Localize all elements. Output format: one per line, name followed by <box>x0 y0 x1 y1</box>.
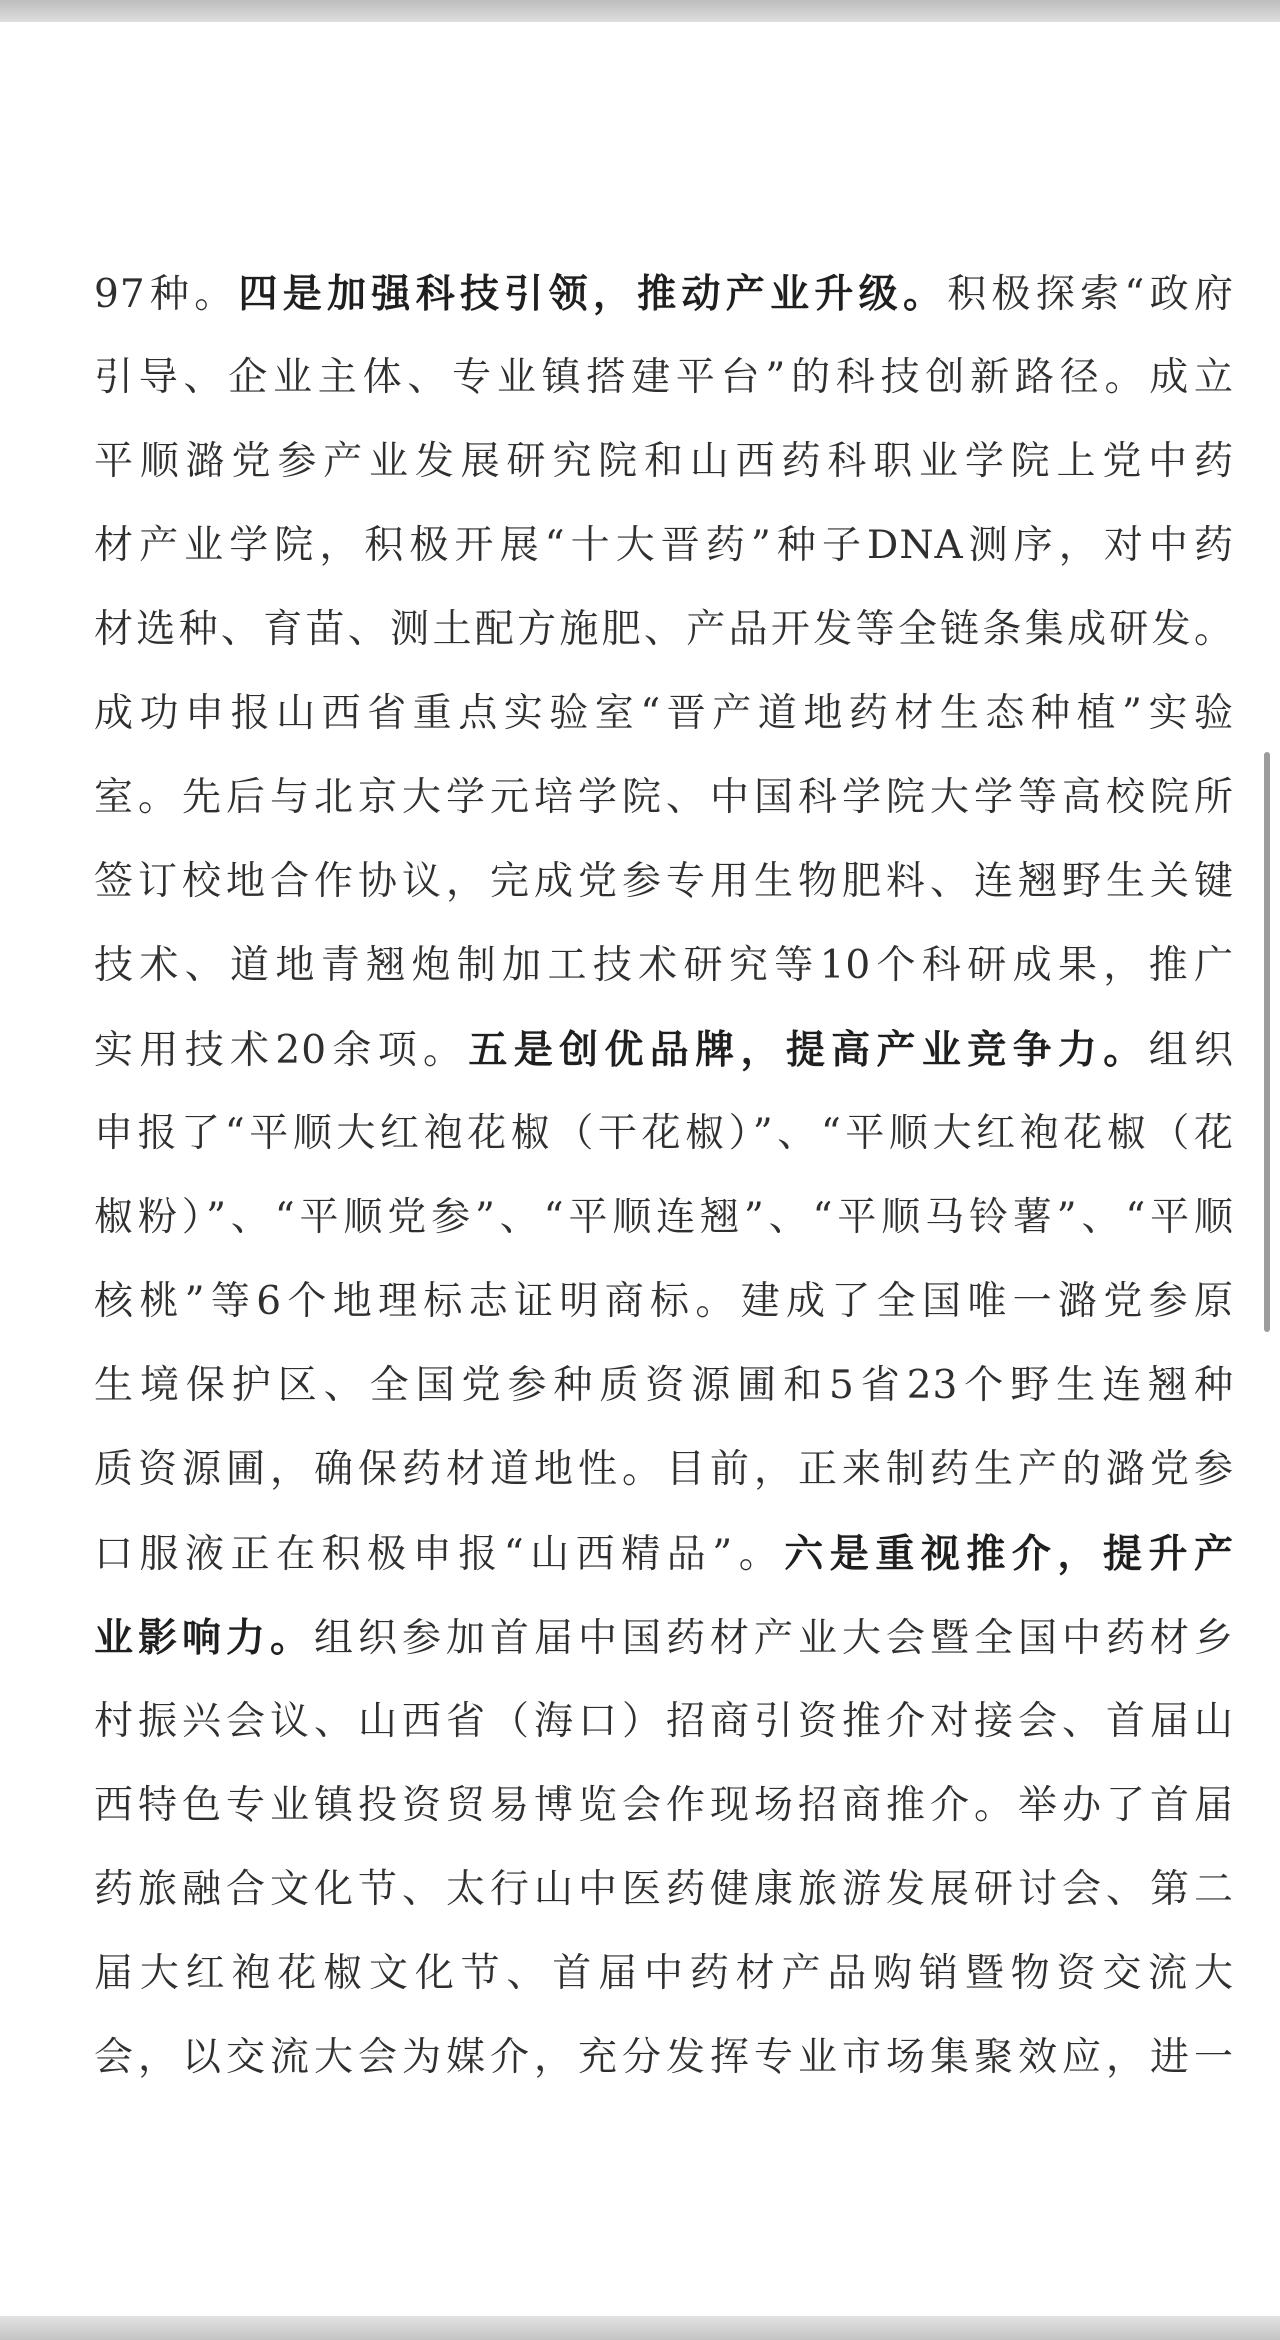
bold-heading-segment: 业影响力。 <box>94 1615 314 1661</box>
text-line <box>94 336 1234 420</box>
bold-heading-segment: 六是重视推介，提升产 <box>784 1531 1234 1577</box>
text-segment: 97种。 <box>94 272 239 317</box>
text-segment: 会，以交流大会为媒介，充分发挥专业市场集聚效应，进一 <box>94 2035 1234 2080</box>
text-line <box>94 2016 1234 2100</box>
text-segment: 核桃”等6个地理标志证明商标。建成了全国唯一潞党参原 <box>94 1279 1234 1324</box>
text-line <box>94 252 1234 336</box>
text-segment: 椒粉）”、“平顺党参”、“平顺连翘”、“平顺马铃薯”、“平顺 <box>94 1195 1234 1240</box>
text-segment: 成功申报山西省重点实验室“晋产道地药材生态种植”实验 <box>94 691 1234 736</box>
text-line <box>94 1596 1234 1680</box>
text-line <box>94 1092 1234 1176</box>
text-line <box>94 1008 1234 1092</box>
text-segment: 药旅融合文化节、太行山中医药健康旅游发展研讨会、第二 <box>94 1867 1234 1912</box>
text-segment: 实用技术20余项。 <box>94 1028 469 1073</box>
text-segment: 积极探索“政府 <box>947 272 1234 317</box>
text-segment: 平顺潞党参产业发展研究院和山西药科职业学院上党中药 <box>94 439 1234 484</box>
text-segment: 届大红袍花椒文化节、首届中药材产品购销暨物资交流大 <box>94 1951 1234 1996</box>
text-line <box>94 1176 1234 1260</box>
text-line <box>94 504 1234 588</box>
text-line <box>94 420 1234 504</box>
text-segment: 组织 <box>1148 1028 1234 1073</box>
text-segment: 质资源圃，确保药材道地性。目前，正来制药生产的潞党参 <box>94 1447 1234 1492</box>
text-segment: 组织参加首届中国药材产业大会暨全国中药材乡 <box>314 1616 1234 1661</box>
bold-heading-segment: 四是加强科技引领，推动产业升级。 <box>238 271 948 317</box>
text-line <box>94 588 1234 672</box>
text-line <box>94 1932 1234 2016</box>
text-line <box>94 672 1234 756</box>
text-line <box>94 1428 1234 1512</box>
text-segment: 技术、道地青翘炮制加工技术研究等10个科研成果，推广 <box>94 943 1234 988</box>
text-segment: 西特色专业镇投资贸易博览会作现场招商推介。举办了首届 <box>94 1783 1234 1828</box>
text-line <box>94 756 1234 840</box>
text-line <box>94 1848 1234 1932</box>
text-line <box>94 1680 1234 1764</box>
text-segment: 室。先后与北京大学元培学院、中国科学院大学等高校院所 <box>94 775 1234 820</box>
text-line <box>94 1512 1234 1596</box>
bold-heading-segment: 五是创优品牌，提高产业竞争力。 <box>468 1027 1149 1073</box>
scrollbar-thumb[interactable] <box>1264 752 1270 1332</box>
text-line <box>94 1764 1234 1848</box>
text-segment: 材产业学院，积极开展“十大晋药”种子DNA测序，对中药 <box>94 523 1234 568</box>
text-segment: 村振兴会议、山西省（海口）招商引资推介对接会、首届山 <box>94 1699 1234 1744</box>
text-line <box>94 1260 1234 1344</box>
bottom-edge-bar <box>0 2316 1280 2340</box>
text-segment: 签订校地合作协议，完成党参专用生物肥料、连翘野生关键 <box>94 859 1234 904</box>
text-line <box>94 1344 1234 1428</box>
text-segment: 材选种、育苗、测土配方施肥、产品开发等全链条集成研发。 <box>94 607 1234 652</box>
text-segment: 口服液正在积极申报“山西精品”。 <box>94 1532 785 1577</box>
text-segment: 引导、企业主体、专业镇搭建平台”的科技创新路径。成立 <box>94 355 1234 400</box>
top-edge-bar <box>0 0 1280 22</box>
text-line <box>94 924 1234 1008</box>
text-segment: 生境保护区、全国党参种质资源圃和5省23个野生连翘种 <box>94 1363 1234 1408</box>
text-line <box>94 840 1234 924</box>
text-segment: 申报了“平顺大红袍花椒（干花椒）”、“平顺大红袍花椒（花 <box>94 1111 1234 1156</box>
